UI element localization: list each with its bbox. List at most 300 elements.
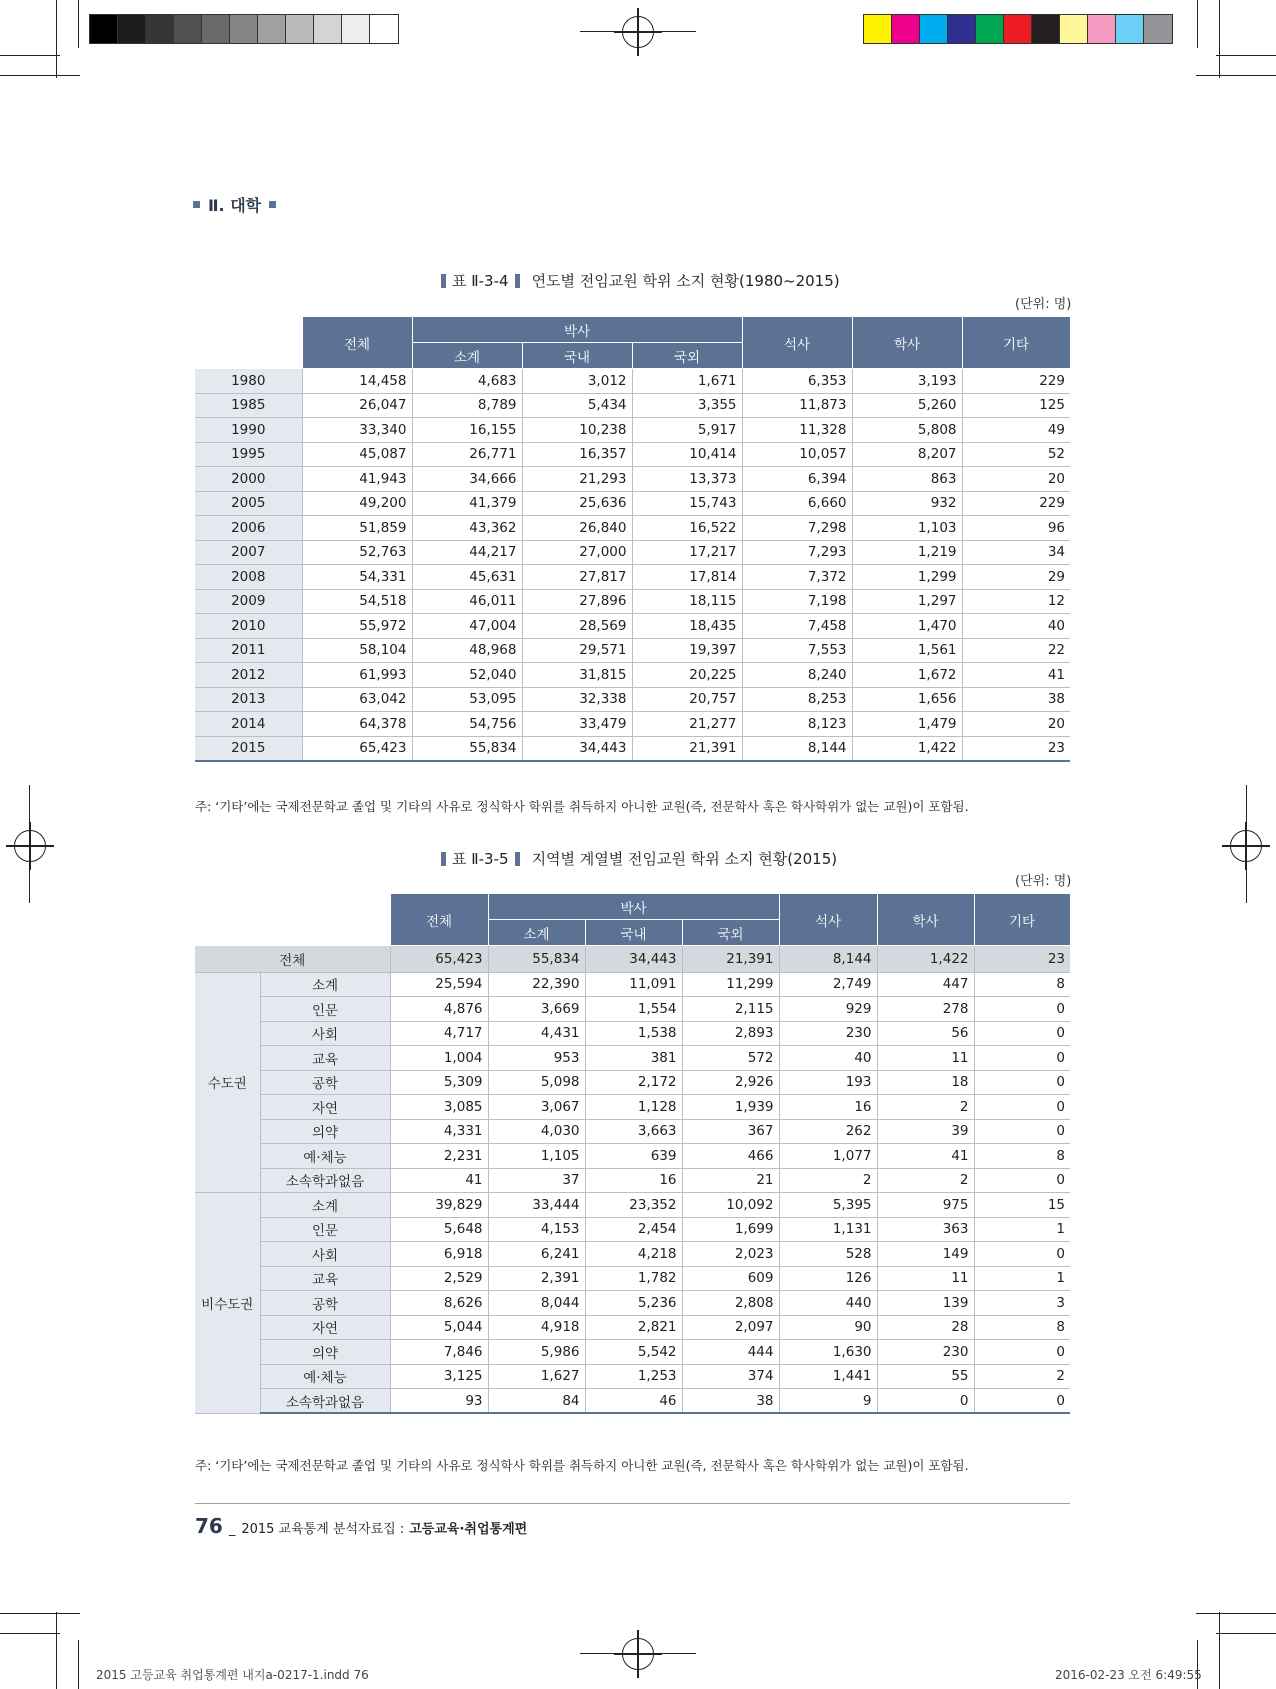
- table-row: [195, 491, 1070, 516]
- year-cell: 2007: [195, 540, 302, 565]
- value-cell: 16: [779, 1095, 877, 1120]
- value-cell: 4,717: [390, 1021, 488, 1046]
- value-cell: 4,876: [390, 997, 488, 1022]
- value-cell: 8: [974, 972, 1070, 997]
- value-cell: 28: [877, 1315, 974, 1340]
- table-row: [195, 972, 1070, 997]
- year-cell: 2006: [195, 516, 302, 541]
- value-cell: 5,542: [585, 1340, 682, 1365]
- value-cell: 20,225: [632, 663, 742, 688]
- value-cell: 52,040: [412, 663, 522, 688]
- value-cell: 90: [779, 1315, 877, 1340]
- color-swatch: [90, 15, 118, 43]
- value-cell: 14,458: [302, 369, 412, 394]
- value-cell: 40: [962, 614, 1070, 639]
- color-swatch: [948, 15, 976, 43]
- value-cell: 11: [877, 1266, 974, 1291]
- value-cell: 0: [974, 1095, 1070, 1120]
- value-cell: 18,115: [632, 589, 742, 614]
- value-cell: 2,926: [682, 1070, 779, 1095]
- crop-mark: [1216, 1633, 1276, 1634]
- field-cell: 교육: [260, 1266, 390, 1291]
- color-swatch: [1144, 15, 1172, 43]
- value-cell: 10,414: [632, 442, 742, 467]
- field-cell: 공학: [260, 1291, 390, 1316]
- value-cell: 45,631: [412, 565, 522, 590]
- color-swatch: [864, 15, 892, 43]
- value-cell: 27,817: [522, 565, 632, 590]
- value-cell: 5,434: [522, 393, 632, 418]
- crop-mark: [0, 55, 60, 56]
- value-cell: 1,131: [779, 1217, 877, 1242]
- field-cell: 인문: [260, 997, 390, 1022]
- table-row: [195, 1168, 1070, 1193]
- value-cell: 49: [962, 418, 1070, 443]
- footer-divider: [195, 1503, 1070, 1504]
- year-cell: 2014: [195, 712, 302, 737]
- value-cell: 2,454: [585, 1217, 682, 1242]
- value-cell: 193: [779, 1070, 877, 1095]
- value-cell: 2,172: [585, 1070, 682, 1095]
- value-cell: 466: [682, 1144, 779, 1169]
- field-cell: 자연: [260, 1095, 390, 1120]
- grayscale-color-bar: [89, 14, 399, 44]
- value-cell: 2,231: [390, 1144, 488, 1169]
- value-cell: 447: [877, 972, 974, 997]
- header-phd-domestic: 국내: [585, 920, 682, 946]
- table-row: [195, 1021, 1070, 1046]
- color-swatch: [1088, 15, 1116, 43]
- page-number: 76: [195, 1514, 223, 1538]
- header-bachelor: 학사: [852, 317, 962, 369]
- value-cell: 16,155: [412, 418, 522, 443]
- value-cell: 27,000: [522, 540, 632, 565]
- value-cell: 25,636: [522, 491, 632, 516]
- value-cell: 13,373: [632, 467, 742, 492]
- value-cell: 8: [974, 1315, 1070, 1340]
- value-cell: 2,893: [682, 1021, 779, 1046]
- value-cell: 262: [779, 1119, 877, 1144]
- value-cell: 26,840: [522, 516, 632, 541]
- table-row: [195, 1070, 1070, 1095]
- color-swatch: [1032, 15, 1060, 43]
- table2-degree-by-region-field: [195, 893, 1071, 1414]
- value-cell: 8,253: [742, 687, 852, 712]
- square-bullet-icon: [193, 201, 200, 208]
- value-cell: 51,859: [302, 516, 412, 541]
- value-cell: 1,441: [779, 1364, 877, 1389]
- value-cell: 7,846: [390, 1340, 488, 1365]
- value-cell: 0: [974, 1021, 1070, 1046]
- header-other: 기타: [962, 317, 1070, 369]
- crop-mark: [78, 1640, 79, 1689]
- value-cell: 1,422: [877, 946, 974, 973]
- table-row: [195, 1364, 1070, 1389]
- value-cell: 6,353: [742, 369, 852, 394]
- value-cell: 29: [962, 565, 1070, 590]
- crop-mark: [580, 31, 696, 32]
- value-cell: 45,087: [302, 442, 412, 467]
- header-phd-domestic: 국내: [522, 343, 632, 369]
- value-cell: 27,896: [522, 589, 632, 614]
- color-swatch: [286, 15, 314, 43]
- value-cell: 1,470: [852, 614, 962, 639]
- value-cell: 975: [877, 1193, 974, 1218]
- value-cell: 22,390: [488, 972, 585, 997]
- value-cell: 1,105: [488, 1144, 585, 1169]
- value-cell: 26,771: [412, 442, 522, 467]
- value-cell: 1,627: [488, 1364, 585, 1389]
- section-header: [193, 193, 276, 216]
- value-cell: 2,749: [779, 972, 877, 997]
- value-cell: 374: [682, 1364, 779, 1389]
- value-cell: 5,648: [390, 1217, 488, 1242]
- color-swatch: [892, 15, 920, 43]
- value-cell: 929: [779, 997, 877, 1022]
- value-cell: 10,057: [742, 442, 852, 467]
- value-cell: 3,669: [488, 997, 585, 1022]
- value-cell: 18,435: [632, 614, 742, 639]
- header-bachelor: 학사: [877, 894, 974, 946]
- value-cell: 12: [962, 589, 1070, 614]
- crop-mark: [0, 1613, 80, 1614]
- table-row: [195, 1340, 1070, 1365]
- value-cell: 4,331: [390, 1119, 488, 1144]
- year-cell: 2013: [195, 687, 302, 712]
- value-cell: 1,656: [852, 687, 962, 712]
- value-cell: 126: [779, 1266, 877, 1291]
- color-swatch: [920, 15, 948, 43]
- value-cell: 0: [974, 1070, 1070, 1095]
- value-cell: 7,372: [742, 565, 852, 590]
- table-row: [195, 467, 1070, 492]
- table-row: [195, 589, 1070, 614]
- value-cell: 1: [974, 1266, 1070, 1291]
- title-bar-icon: [441, 274, 446, 288]
- year-cell: 2005: [195, 491, 302, 516]
- value-cell: 3,193: [852, 369, 962, 394]
- value-cell: 4,153: [488, 1217, 585, 1242]
- value-cell: 26,047: [302, 393, 412, 418]
- value-cell: 53,095: [412, 687, 522, 712]
- header-phd: 박사: [488, 894, 779, 920]
- table-row: [195, 997, 1070, 1022]
- table2-unit: (단위: 명): [1015, 874, 1072, 889]
- value-cell: 17,217: [632, 540, 742, 565]
- value-cell: 20,757: [632, 687, 742, 712]
- value-cell: 6,241: [488, 1242, 585, 1267]
- value-cell: 230: [779, 1021, 877, 1046]
- title-bar-icon: [515, 852, 520, 866]
- value-cell: 6,660: [742, 491, 852, 516]
- value-cell: 46: [585, 1389, 682, 1414]
- crop-mark: [1196, 75, 1276, 76]
- table1-number: 표 Ⅱ-3-4: [452, 272, 509, 290]
- field-cell: 소속학과없음: [260, 1168, 390, 1193]
- color-swatch: [1004, 15, 1032, 43]
- value-cell: 0: [974, 1242, 1070, 1267]
- corner-cell: [195, 894, 390, 946]
- value-cell: 5,260: [852, 393, 962, 418]
- value-cell: 0: [974, 1340, 1070, 1365]
- value-cell: 8,123: [742, 712, 852, 737]
- table1-title: [441, 270, 840, 291]
- crop-mark: [1219, 0, 1220, 78]
- print-slug-file: 2015 고등교육 취업통계편 내지a-0217-1.indd 76: [96, 1668, 369, 1682]
- value-cell: 55,972: [302, 614, 412, 639]
- crop-mark: [1197, 0, 1198, 48]
- value-cell: 55,834: [488, 946, 585, 973]
- value-cell: 2: [877, 1095, 974, 1120]
- value-cell: 21,277: [632, 712, 742, 737]
- value-cell: 20: [962, 712, 1070, 737]
- value-cell: 1,128: [585, 1095, 682, 1120]
- value-cell: 5,917: [632, 418, 742, 443]
- value-cell: 5,236: [585, 1291, 682, 1316]
- value-cell: 34,443: [522, 736, 632, 761]
- crop-mark: [56, 0, 57, 78]
- field-cell: 공학: [260, 1070, 390, 1095]
- table-row: [195, 418, 1070, 443]
- table-row: [195, 1095, 1070, 1120]
- value-cell: 1: [974, 1217, 1070, 1242]
- page-footer: [195, 1514, 527, 1538]
- color-swatch: [202, 15, 230, 43]
- value-cell: 0: [974, 997, 1070, 1022]
- value-cell: 47,004: [412, 614, 522, 639]
- value-cell: 572: [682, 1046, 779, 1071]
- value-cell: 28,569: [522, 614, 632, 639]
- value-cell: 7,198: [742, 589, 852, 614]
- value-cell: 64,378: [302, 712, 412, 737]
- field-cell: 소속학과없음: [260, 1389, 390, 1414]
- color-swatch: [314, 15, 342, 43]
- value-cell: 33,444: [488, 1193, 585, 1218]
- value-cell: 93: [390, 1389, 488, 1414]
- value-cell: 528: [779, 1242, 877, 1267]
- value-cell: 229: [962, 369, 1070, 394]
- table-row: [195, 393, 1070, 418]
- header-phd-foreign: 국외: [632, 343, 742, 369]
- value-cell: 5,808: [852, 418, 962, 443]
- value-cell: 1,004: [390, 1046, 488, 1071]
- value-cell: 863: [852, 467, 962, 492]
- color-swatch: [146, 15, 174, 43]
- color-swatch: [174, 15, 202, 43]
- table-row: [195, 369, 1070, 394]
- table-row: [195, 614, 1070, 639]
- value-cell: 3,085: [390, 1095, 488, 1120]
- value-cell: 381: [585, 1046, 682, 1071]
- table-row: [195, 1242, 1070, 1267]
- table2-number: 표 Ⅱ-3-5: [452, 850, 509, 868]
- value-cell: 10,238: [522, 418, 632, 443]
- value-cell: 52,763: [302, 540, 412, 565]
- value-cell: 22: [962, 638, 1070, 663]
- value-cell: 33,340: [302, 418, 412, 443]
- color-swatch: [258, 15, 286, 43]
- value-cell: 63,042: [302, 687, 412, 712]
- value-cell: 2,821: [585, 1315, 682, 1340]
- value-cell: 149: [877, 1242, 974, 1267]
- value-cell: 8,207: [852, 442, 962, 467]
- value-cell: 3,067: [488, 1095, 585, 1120]
- value-cell: 953: [488, 1046, 585, 1071]
- value-cell: 5,986: [488, 1340, 585, 1365]
- field-cell: 의약: [260, 1119, 390, 1144]
- value-cell: 5,044: [390, 1315, 488, 1340]
- table-row: [195, 565, 1070, 590]
- title-bar-icon: [515, 274, 520, 288]
- table-row: [195, 442, 1070, 467]
- value-cell: 7,458: [742, 614, 852, 639]
- value-cell: 34: [962, 540, 1070, 565]
- value-cell: 2,115: [682, 997, 779, 1022]
- value-cell: 125: [962, 393, 1070, 418]
- value-cell: 9: [779, 1389, 877, 1414]
- value-cell: 15,743: [632, 491, 742, 516]
- table2-title: [441, 848, 837, 869]
- value-cell: 11,873: [742, 393, 852, 418]
- header-master: 석사: [779, 894, 877, 946]
- table-row: [195, 1193, 1070, 1218]
- footer-book-volume: 고등교육·취업통계편: [409, 1522, 528, 1537]
- value-cell: 2,529: [390, 1266, 488, 1291]
- value-cell: 367: [682, 1119, 779, 1144]
- value-cell: 1,219: [852, 540, 962, 565]
- table2-note: 주: ‘기타’에는 국제전문학교 졸업 및 기타의 사유로 정식학사 학위를 취득하지 아니한 교원(즉, 전문학사 혹은 학사학위가 없는 교원)이 포함됨.: [195, 1458, 969, 1473]
- value-cell: 21,391: [682, 946, 779, 973]
- year-cell: 2011: [195, 638, 302, 663]
- value-cell: 229: [962, 491, 1070, 516]
- value-cell: 25,594: [390, 972, 488, 997]
- field-cell: 소계: [260, 972, 390, 997]
- field-cell: 예·체능: [260, 1364, 390, 1389]
- value-cell: 3,355: [632, 393, 742, 418]
- value-cell: 56: [877, 1021, 974, 1046]
- year-cell: 2000: [195, 467, 302, 492]
- value-cell: 61,993: [302, 663, 412, 688]
- value-cell: 54,518: [302, 589, 412, 614]
- value-cell: 23: [962, 736, 1070, 761]
- value-cell: 639: [585, 1144, 682, 1169]
- value-cell: 11: [877, 1046, 974, 1071]
- value-cell: 41: [877, 1144, 974, 1169]
- value-cell: 3: [974, 1291, 1070, 1316]
- value-cell: 38: [682, 1389, 779, 1414]
- table-row: [195, 516, 1070, 541]
- year-cell: 1980: [195, 369, 302, 394]
- value-cell: 7,298: [742, 516, 852, 541]
- value-cell: 58,104: [302, 638, 412, 663]
- table-row: [195, 638, 1070, 663]
- value-cell: 29,571: [522, 638, 632, 663]
- crop-mark: [0, 75, 80, 76]
- table-row: [195, 687, 1070, 712]
- table-row: [195, 1217, 1070, 1242]
- field-cell: 인문: [260, 1217, 390, 1242]
- value-cell: 23: [974, 946, 1070, 973]
- value-cell: 41: [390, 1168, 488, 1193]
- value-cell: 8: [974, 1144, 1070, 1169]
- value-cell: 23,352: [585, 1193, 682, 1218]
- value-cell: 34,666: [412, 467, 522, 492]
- table1-note: 주: ‘기타’에는 국제전문학교 졸업 및 기타의 사유로 정식학사 학위를 취득하지 아니한 교원(즉, 전문학사 혹은 학사학위가 없는 교원)이 포함됨.: [195, 799, 969, 814]
- value-cell: 1,422: [852, 736, 962, 761]
- value-cell: 65,423: [390, 946, 488, 973]
- header-phd: 박사: [412, 317, 742, 343]
- crop-mark: [580, 1653, 696, 1654]
- value-cell: 4,431: [488, 1021, 585, 1046]
- value-cell: 2,808: [682, 1291, 779, 1316]
- value-cell: 3,012: [522, 369, 632, 394]
- field-cell: 의약: [260, 1340, 390, 1365]
- value-cell: 48,968: [412, 638, 522, 663]
- value-cell: 11,328: [742, 418, 852, 443]
- table-row: [195, 712, 1070, 737]
- value-cell: 37: [488, 1168, 585, 1193]
- table-row: [195, 1291, 1070, 1316]
- value-cell: 40: [779, 1046, 877, 1071]
- field-cell: 소계: [260, 1193, 390, 1218]
- value-cell: 46,011: [412, 589, 522, 614]
- value-cell: 4,030: [488, 1119, 585, 1144]
- value-cell: 1,297: [852, 589, 962, 614]
- value-cell: 41: [962, 663, 1070, 688]
- value-cell: 1,782: [585, 1266, 682, 1291]
- value-cell: 2,391: [488, 1266, 585, 1291]
- value-cell: 19,397: [632, 638, 742, 663]
- registration-mark: [614, 8, 662, 56]
- value-cell: 5,098: [488, 1070, 585, 1095]
- value-cell: 6,918: [390, 1242, 488, 1267]
- value-cell: 54,756: [412, 712, 522, 737]
- header-master: 석사: [742, 317, 852, 369]
- value-cell: 932: [852, 491, 962, 516]
- crop-mark: [56, 1612, 57, 1689]
- value-cell: 84: [488, 1389, 585, 1414]
- value-cell: 0: [974, 1119, 1070, 1144]
- value-cell: 43,362: [412, 516, 522, 541]
- crop-mark: [1216, 55, 1276, 56]
- square-bullet-icon: [269, 201, 276, 208]
- table-row: [195, 1389, 1070, 1414]
- value-cell: 96: [962, 516, 1070, 541]
- value-cell: 20: [962, 467, 1070, 492]
- value-cell: 1,672: [852, 663, 962, 688]
- value-cell: 1,077: [779, 1144, 877, 1169]
- value-cell: 44,217: [412, 540, 522, 565]
- value-cell: 0: [974, 1046, 1070, 1071]
- color-swatch: [370, 15, 398, 43]
- value-cell: 41,943: [302, 467, 412, 492]
- value-cell: 1,554: [585, 997, 682, 1022]
- value-cell: 2: [974, 1364, 1070, 1389]
- value-cell: 0: [877, 1389, 974, 1414]
- title-bar-icon: [441, 852, 446, 866]
- value-cell: 1,561: [852, 638, 962, 663]
- field-cell: 자연: [260, 1315, 390, 1340]
- value-cell: 17,814: [632, 565, 742, 590]
- table1-degree-by-year: [195, 316, 1071, 762]
- value-cell: 3,663: [585, 1119, 682, 1144]
- registration-mark: [614, 1630, 662, 1678]
- value-cell: 33,479: [522, 712, 632, 737]
- total-row: [195, 946, 1070, 973]
- value-cell: 1,253: [585, 1364, 682, 1389]
- value-cell: 4,218: [585, 1242, 682, 1267]
- region-cell: 비수도권: [195, 1193, 260, 1414]
